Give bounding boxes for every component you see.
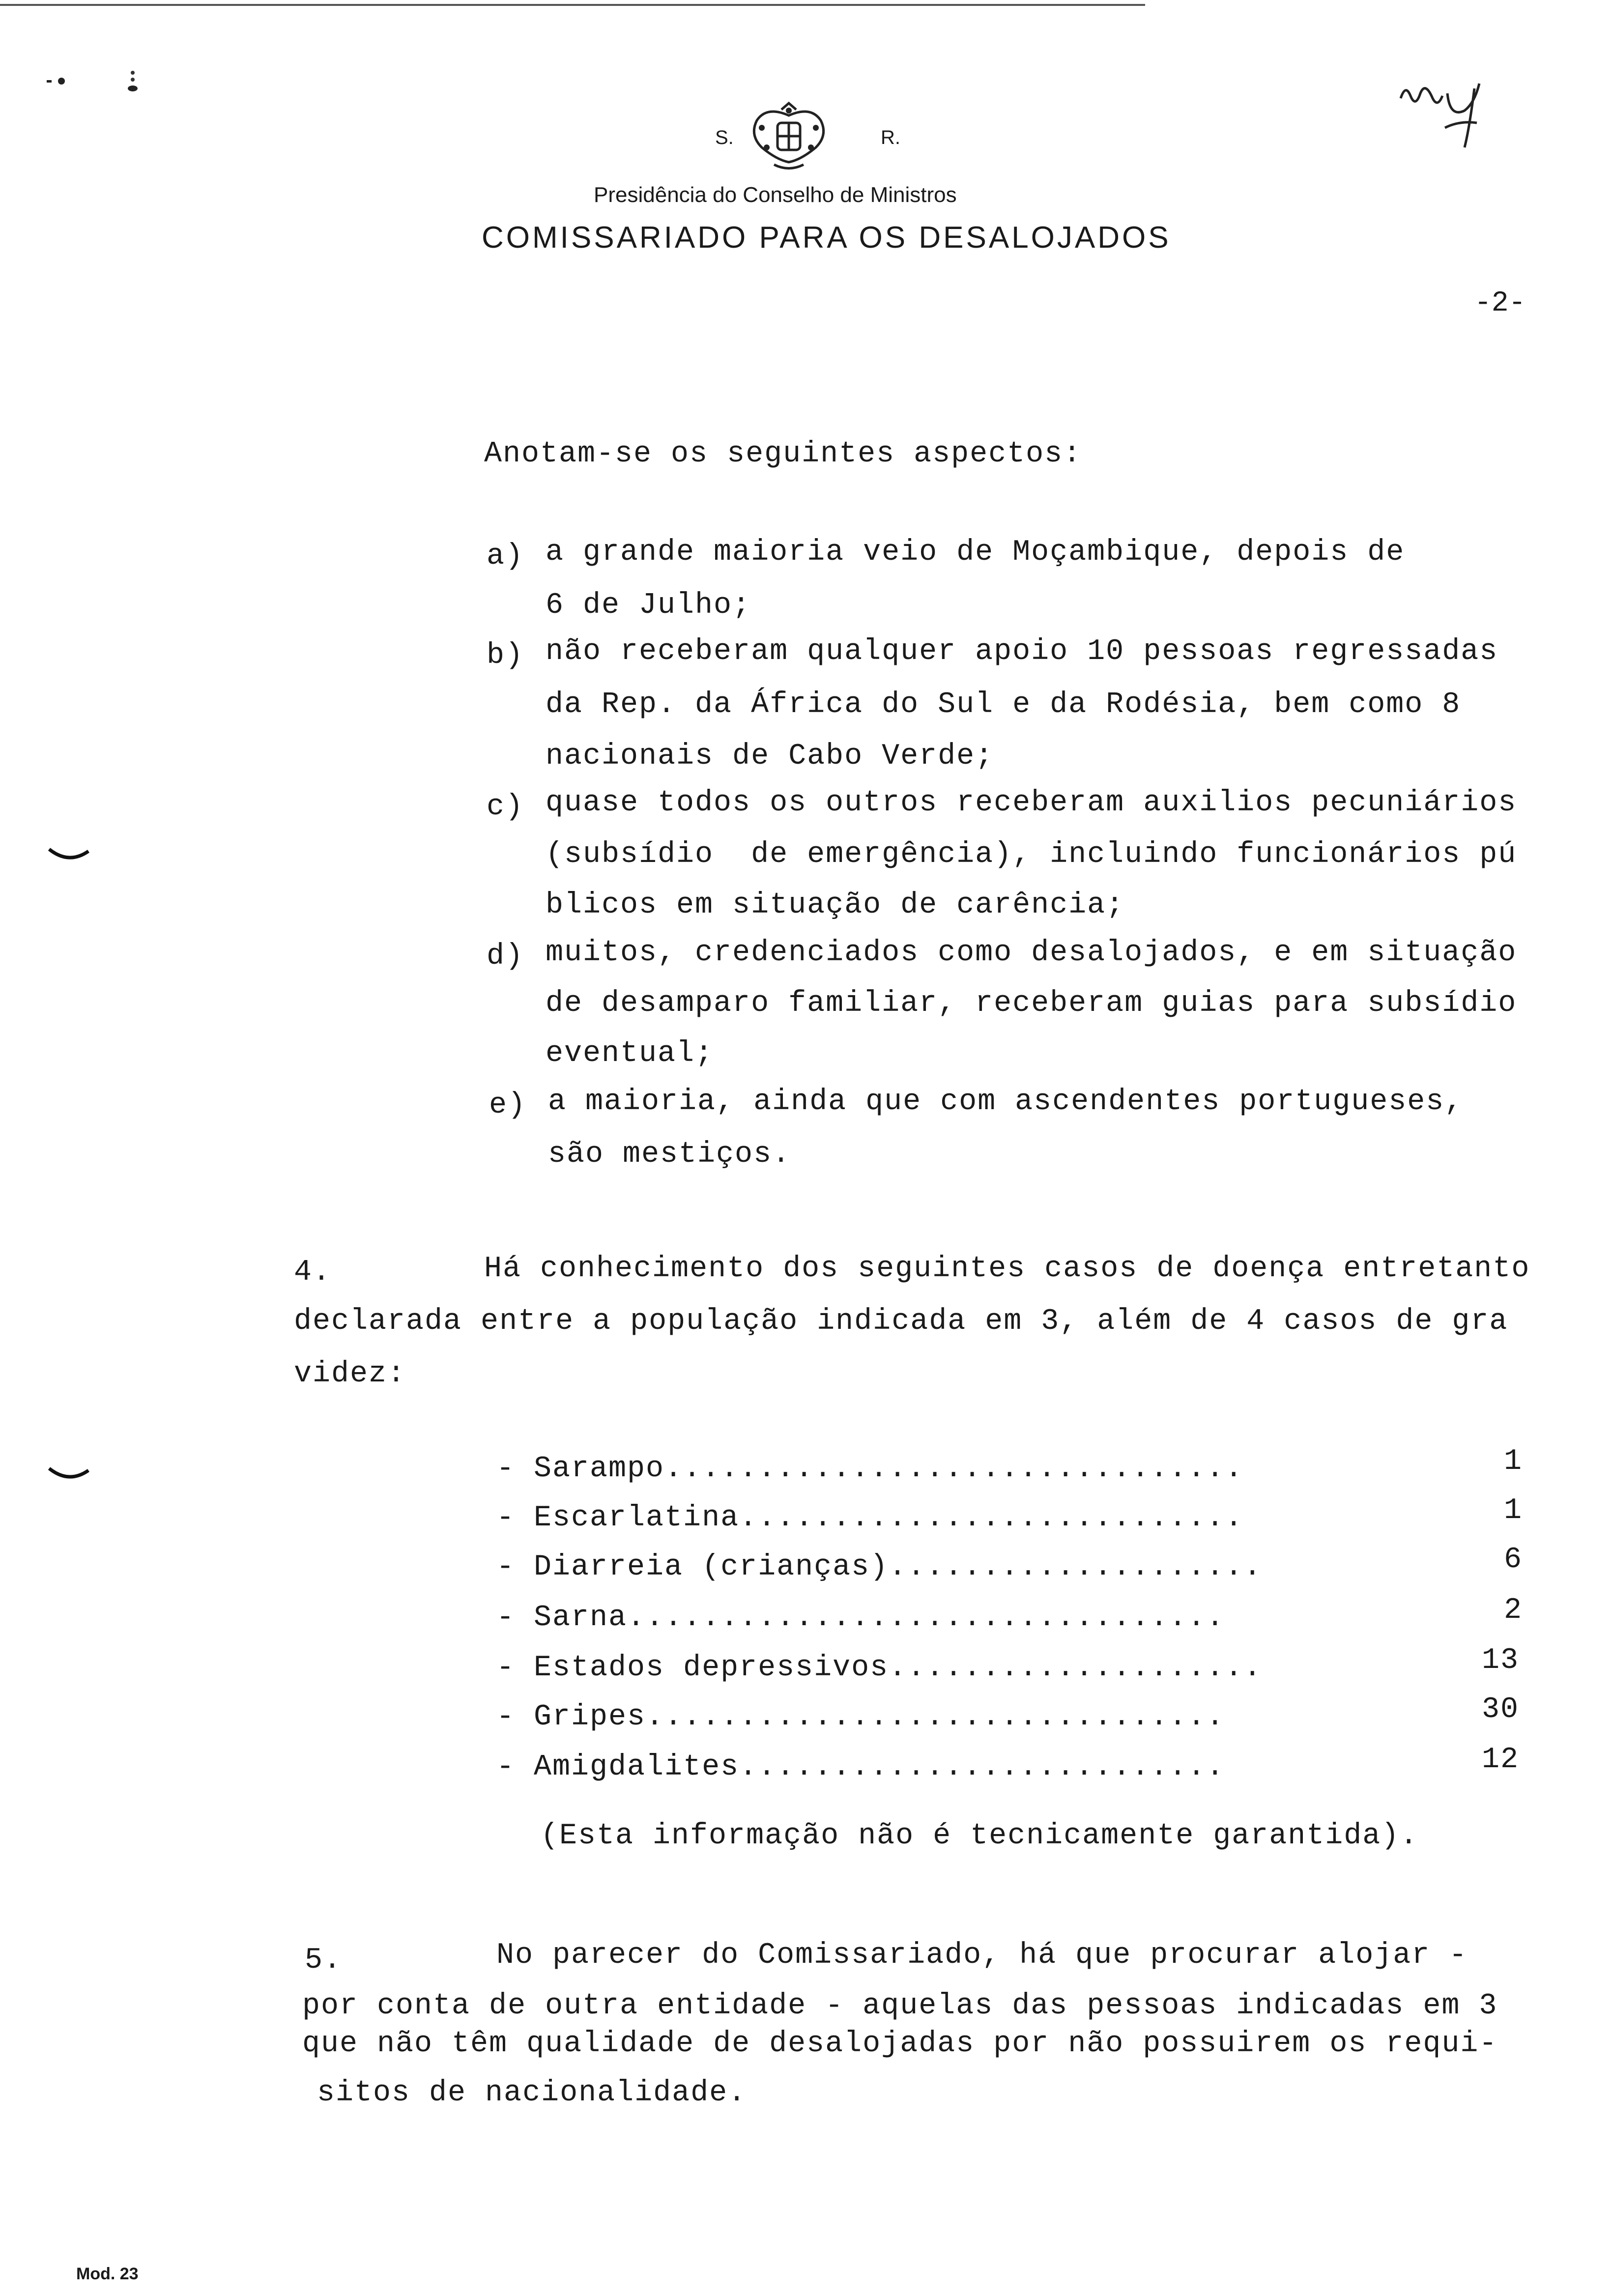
aspect-c-line: (subsídio de emergência), incluindo funcionários pú [546,838,1517,871]
aspect-e-line: são mestiços. [548,1138,791,1171]
section-5-line: por conta de outra entidade - aquelas das pessoas indicadas em 3 [302,1989,1498,2023]
dot-leader: .................... [889,1550,1263,1584]
header-right-letter: R. [881,127,900,148]
header-left-letter: S. [715,127,734,148]
disease-row [496,1601,1225,1635]
disease-row [496,1700,1225,1734]
aspect-c-line: quase todos os outros receberam auxilios pecuniários [546,786,1517,820]
top-rule [0,4,1145,6]
ministry-name: Presidência do Conselho de Ministros [594,183,957,207]
disease-name: - Escarlatina [496,1501,740,1535]
disease-name: - Estados depressivos [496,1651,889,1685]
aspect-c-line: blicos em situação de carência; [546,889,1125,922]
office-name: COMISSARIADO PARA OS DESALOJADOS [482,221,1171,255]
aspects-intro: Anotam-se os seguintes aspectos: [484,437,1082,471]
disease-count: 6 [1504,1543,1523,1577]
disease-row [496,1751,1225,1784]
disease-count: 2 [1504,1594,1523,1627]
aspect-b-line: nacionais de Cabo Verde; [546,740,994,773]
aspect-d-line: muitos, credenciados como desalojados, e em situação [546,936,1517,970]
dot-leader: .................... [889,1651,1263,1685]
aspect-d-line: eventual; [546,1037,714,1070]
margin-mark-icon [47,76,66,86]
page-number: -2- [1474,287,1526,319]
disease-row [496,1452,1243,1486]
section-5-line: sitos de nacionalidade. [317,2076,747,2110]
disease-name: - Sarna [496,1601,628,1635]
disease-count: 1 [1504,1445,1523,1478]
aspect-letter-a: a) [487,540,524,573]
section-4-line: videz: [294,1357,406,1391]
disease-row [496,1501,1243,1535]
section-5-line: No parecer do Comissariado, há que procurar alojar - [496,1939,1468,1972]
section-4-line: declarada entre a população indicada em 3, além de 4 casos de gra [294,1305,1508,1338]
disease-count: 30 [1482,1693,1520,1726]
disease-name: - Sarampo [496,1452,665,1486]
disease-count: 1 [1504,1494,1523,1527]
form-code: Mod. 23 [76,2265,139,2283]
aspect-a-line: 6 de Julho; [546,589,751,622]
aspect-letter-d: d) [487,940,524,973]
dot-leader: ............................... [664,1452,1244,1486]
handwritten-initials-icon [1396,74,1494,157]
margin-mark-icon [125,69,140,93]
coat-of-arms-icon [747,101,831,174]
disease-count: 13 [1482,1644,1520,1677]
aspect-a-line: a grande maioria veio de Moçambique, depois de [546,536,1405,569]
aspect-letter-c: c) [487,790,524,824]
punch-hole-icon [47,845,91,865]
aspect-b-line: não receberam qualquer apoio 10 pessoas regressadas [546,635,1498,668]
aspect-letter-e: e) [489,1089,527,1122]
aspect-e-line: a maioria, ainda que com ascendentes portugueses, [548,1085,1464,1119]
section-4-line: Há conhecimento dos seguintes casos de doença entretanto [484,1252,1530,1286]
aspect-b-line: da Rep. da África do Sul e da Rodésia, bem como 8 [546,688,1461,721]
aspect-letter-b: b) [487,639,524,672]
disease-row [496,1651,1262,1685]
disease-row [496,1550,1262,1584]
dot-leader: ................................ [627,1601,1225,1635]
dot-leader: ........................... [739,1501,1244,1535]
section-4-number: 4. [294,1256,332,1289]
section-5-line: que não têm qualidade de desalojadas por não possuirem os requi- [302,2027,1498,2061]
aspect-d-line: de desamparo familiar, receberam guias para subsídio [546,987,1517,1020]
punch-hole-icon [47,1464,91,1484]
section-5-number: 5. [305,1944,343,1977]
disclaimer-note: (Esta informação não é tecnicamente garantida). [541,1819,1419,1853]
dot-leader: .......................... [739,1751,1225,1784]
disease-count: 12 [1482,1743,1520,1777]
disease-name: - Diarreia (crianças) [496,1550,889,1584]
disease-name: - Gripes [496,1700,646,1734]
disease-name: - Amigdalites [496,1751,740,1784]
dot-leader: ............................... [646,1700,1225,1734]
